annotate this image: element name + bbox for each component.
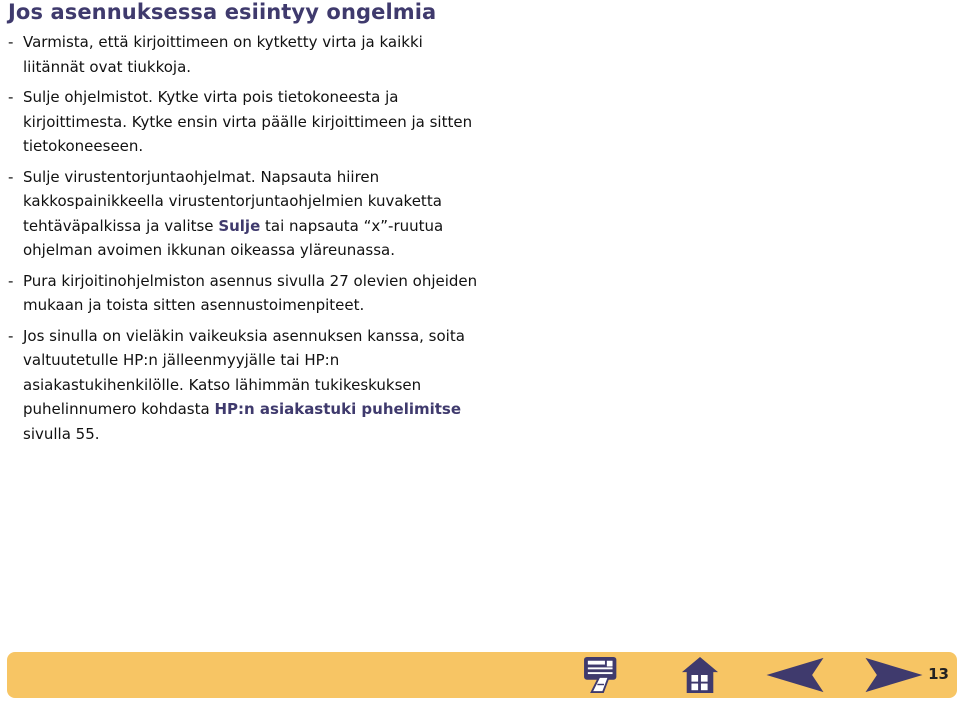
- list-item: [8, 269, 478, 318]
- bullet: -: [8, 88, 14, 106]
- list-item: [8, 165, 478, 263]
- home-icon[interactable]: [679, 656, 721, 694]
- next-page-arrow-icon[interactable]: [862, 656, 926, 694]
- support-link[interactable]: HP:n asiakastuki puhelimitse: [214, 400, 462, 418]
- page-title: Jos asennuksessa esiintyy ongelmia: [8, 0, 437, 24]
- bullet: -: [8, 33, 14, 51]
- item-text: Varmista, että kirjoittimeen on kytketty virta ja kaikki liitännät ovat tiukkoja.: [23, 33, 423, 76]
- page-number: 13: [928, 665, 949, 683]
- item-text: tai napsauta “x”-ruutua ohjelman avoimen ikkunan oikeassa yläreunassa.: [23, 216, 444, 259]
- item-text: Pura kirjoitinohjelmiston asennus sivulla 27 olevien ohjeiden mukaan ja toista sitten asennustoimenpiteet.: [23, 271, 478, 314]
- bullet: -: [8, 326, 14, 345]
- list-item: [8, 85, 478, 159]
- item-text: Sulje ohjelmistot. Kytke virta pois tietokoneesta ja kirjoittimesta. Kytke ensin virta päälle kirjoittimeen ja sitten tietokoneeseen.: [23, 88, 473, 155]
- item-text: Jos sinulla on vieläkin vaikeuksia asennuksen kanssa, soita valtuutetulle HP:n jälleenmyyjälle tai HP:n asiakastukihenkilölle. Katso lähimmän tukikeskuksen puhelinnumero kohdasta: [23, 326, 465, 418]
- navigation-bar: [7, 652, 957, 698]
- list-item: [8, 324, 478, 447]
- printer-icon[interactable]: [577, 656, 631, 694]
- highlighted-term: Sulje: [218, 216, 261, 235]
- list-item: [8, 30, 478, 79]
- instruction-list: [8, 30, 478, 452]
- item-text: Sulje virustentorjuntaohjelmat. Napsauta hiiren kakkospainikkeella virustentorjuntaohjelmien kuvaketta tehtäväpalkissa ja valitse: [23, 167, 442, 235]
- bullet: -: [8, 167, 14, 186]
- previous-page-arrow-icon[interactable]: [763, 656, 827, 694]
- bullet: -: [8, 271, 14, 290]
- item-text: sivulla 55.: [23, 424, 100, 443]
